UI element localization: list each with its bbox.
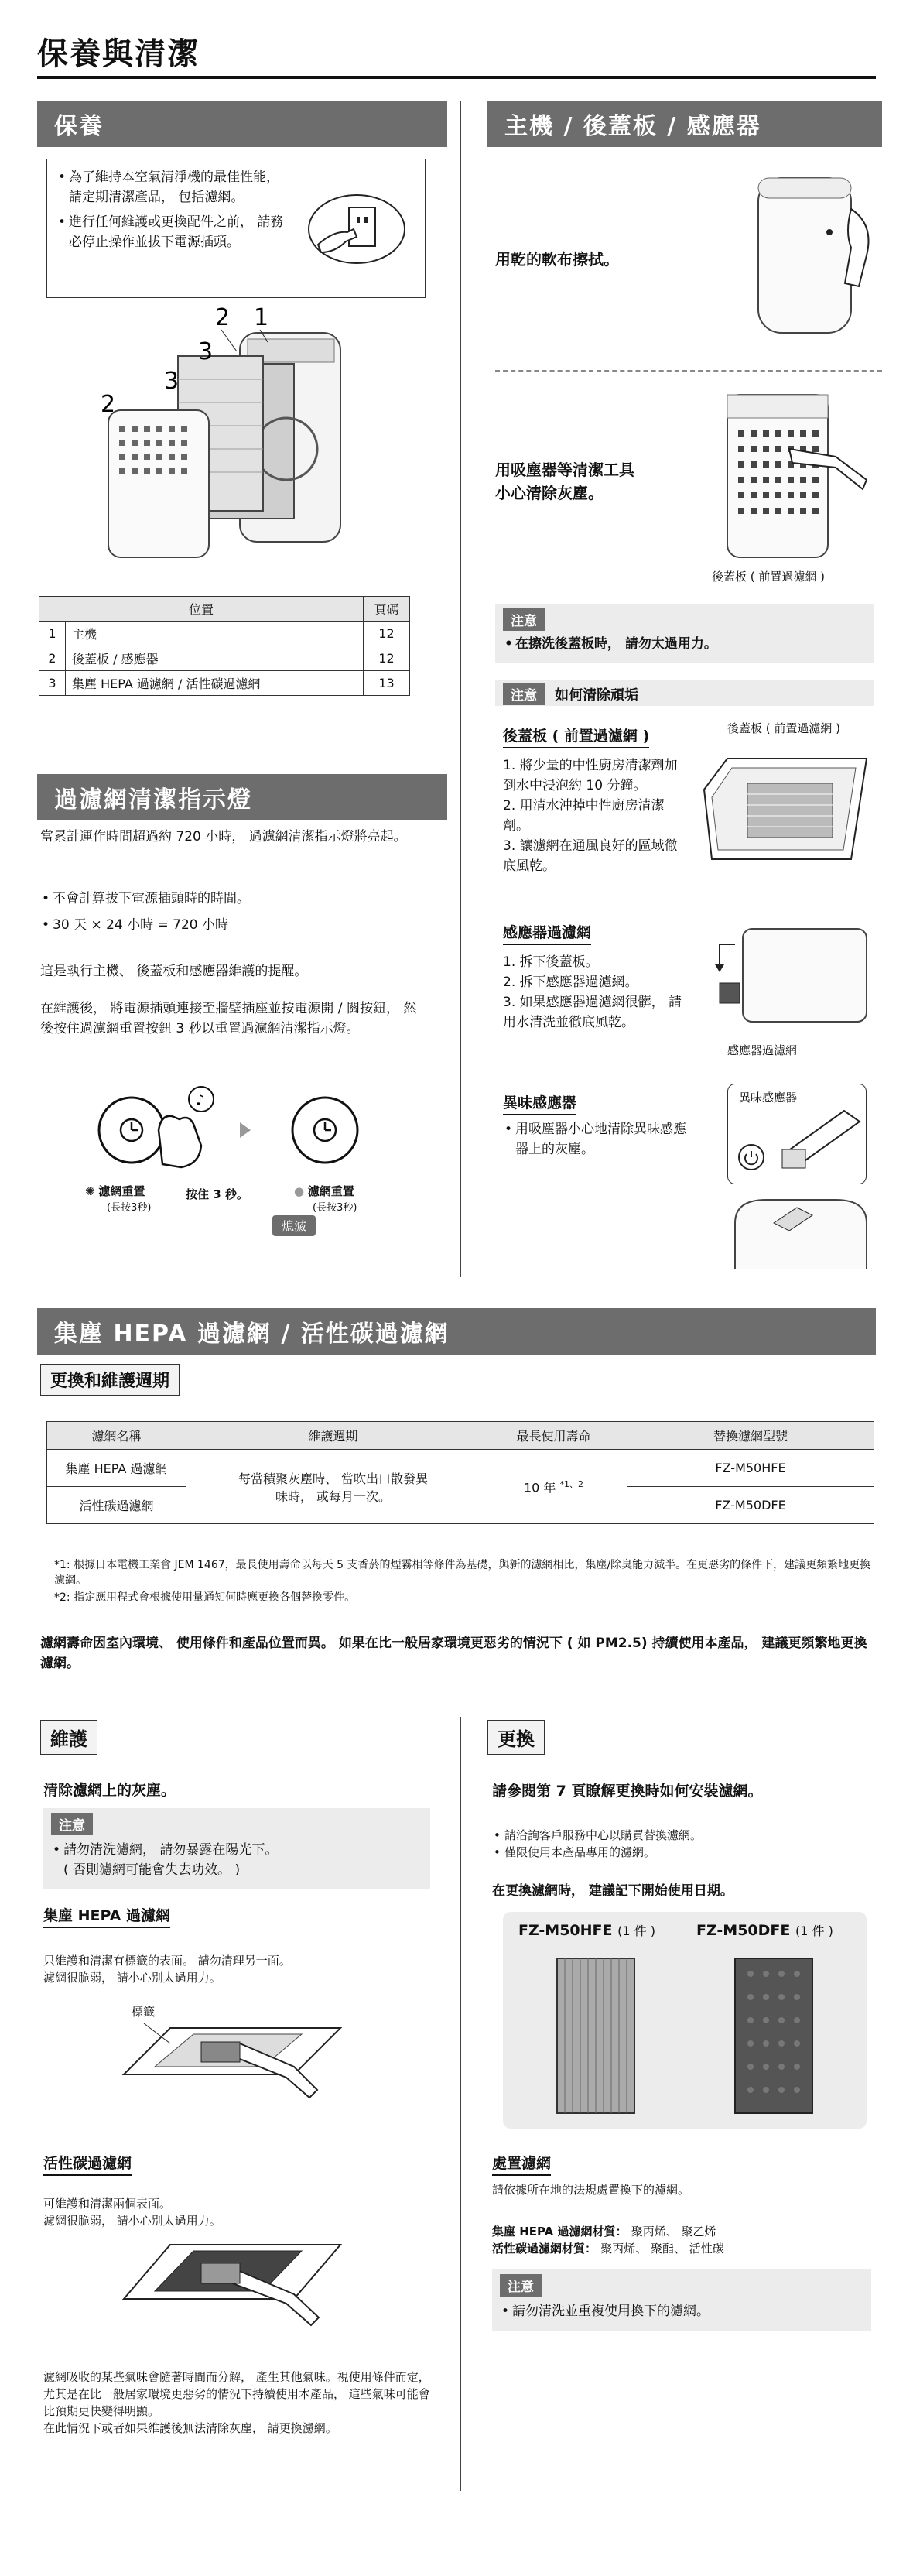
parts-page: 12 [364,646,410,671]
caution-tag: 注意 [503,608,545,631]
column-divider [460,1717,461,2491]
parts-name: 集塵 HEPA 過濾網 / 活性碳過濾網 [66,671,364,696]
caution-tag: 注意 [503,683,545,705]
table-row [39,671,410,696]
stubborn-header [495,680,874,706]
carbon-maintain-text [43,2195,430,2229]
odor-text-list [503,1119,689,1160]
off-badge: 熄滅 [272,1215,316,1236]
caution-tag: 注意 [51,1813,93,1835]
hepa-material-row [492,2223,879,2240]
filter-name: 活性碳過濾網 [47,1487,186,1524]
section-separator [495,370,882,372]
sensor-filter-illustration [712,921,874,1029]
rear-cover-step: 2. 用清水沖掉中性廚房清潔劑。 [503,798,665,834]
filter-cycle: 每當積聚灰塵時、 當吹出口散發異味時， 或每月一次。 [186,1450,480,1524]
replace-caution-panel [492,2269,871,2331]
filter-table-header: 維護週期 [186,1422,480,1450]
parts-no: 1 [39,622,66,646]
indicator-text-3: 在維護後， 將電源插頭連接至牆壁插座並按電源開 / 關按鈕， 然後按住過濾網重置按鈕 3 秒以重置過濾網清潔指示燈。 [40,1001,417,1036]
stubborn-title: 如何清除頑垢 [555,687,639,704]
unplug-icon [303,190,411,268]
cycle-heading: 更換和維護週期 [40,1364,180,1396]
parts-name: 後蓋板 / 感應器 [66,646,364,671]
carbon-filter-icon [727,1951,820,2121]
diagram-label-3: 3 [198,338,214,365]
rear-cover-step: 3. 讓濾網在通風良好的區域徹底風乾。 [503,838,678,874]
odor-note-line: 濾網吸收的某些氣味會隨著時間而分解， 產生其他氣味。視使用條件而定， 尤其是在比一般居家環境更惡劣的情況下持續使用本產品， 這些氣味可能會比預期更快變得明顯。 [43,2370,430,2418]
reset-label: 濾網重置 [307,1184,354,1198]
filter-table-header: 最長使用壽命 [480,1422,627,1450]
filter-table-header: 替換濾網型號 [627,1422,874,1450]
indicator-text-1: 當累計運作時間超過約 720 小時， 過濾網清潔指示燈將亮起。 [40,829,407,844]
odor-img-label: 異味感應器 [739,1091,798,1105]
filter-table-header: 濾網名稱 [47,1422,186,1450]
carbon-model-label [696,1921,833,1939]
page-title: 保養與清潔 [37,36,200,72]
carbon-maintain-heading: 活性碳過濾網 [43,2152,132,2176]
reset-hold-label: (長按3秒) [107,1202,152,1214]
maintain-heading: 維護 [40,1720,97,1755]
hepa-maintain-text [43,1952,430,1986]
carbon-material-label: 活性碳過濾網材質： [492,2242,597,2256]
filter-life [480,1450,627,1524]
odor-note [43,2369,438,2437]
sensor-filter-img-label: 感應器過濾網 [727,1043,798,1057]
sensor-vacuum-illustration [728,1103,867,1180]
vacuum-text [495,458,634,505]
odor-sensor-panel [727,1084,867,1184]
hepa-maintain-line: 濾網很脆弱， 請小心別太過用力。 [43,1971,221,1985]
carbon-maintain-line: 可維護和清潔兩個表面。 [43,2197,172,2211]
record-text: 在更換濾網時， 建議記下開始使用日期。 [492,1883,733,1899]
diagram-label-2: 2 [215,304,231,331]
parts-table-header: 位置 [39,597,364,622]
sensor-filter-step: 2. 拆下感應器過濾網。 [503,975,638,990]
hepa-clean-illustration [116,2012,348,2113]
filter-name: 集塵 HEPA 過濾網 [47,1450,186,1487]
parts-page: 13 [364,671,410,696]
table-row [39,622,410,646]
caution-text: • 在擦洗後蓋板時， 請勿太過用力。 [503,634,867,654]
carbon-material: 聚丙烯、 聚酯、 活性碳 [600,2242,724,2256]
sensor-filter-steps [503,952,689,1033]
rear-cover-img-label: 後蓋板 ( 前置過濾網 ) [727,721,841,735]
filter-warning: 濾網壽命因室內環境、 使用條件和產品位置而異。 如果在比一般居家環境更惡劣的情況下 ( 如 PM2.5) 持續使用本產品， 建議更頻繁地更換濾網。 [40,1636,867,1671]
vacuum-text-line: 小心清除灰塵。 [495,484,604,502]
hepa-banner: 集塵 HEPA 過濾網 / 活性碳過濾網 [37,1308,876,1355]
basin-illustration [696,743,874,875]
reset-label: 濾網重置 [98,1184,145,1198]
exploded-diagram [93,302,387,565]
vacuum-text-line: 用吸塵器等清潔工具 [495,461,634,479]
parts-no: 2 [39,646,66,671]
hepa-material-label: 集塵 HEPA 過濾網材質： [492,2225,627,2239]
parts-no: 3 [39,671,66,696]
reset-lit-indicator: ✺ 濾網重置 [85,1184,145,1198]
svg-text:♪: ♪ [196,1092,205,1108]
caution-tag: 注意 [500,2274,542,2297]
hepa-filter-icon [549,1951,642,2121]
indicator-text-2: 這是執行主機、 後蓋板和感應器維護的提醒。 [40,964,308,979]
hepa-material: 聚丙烯、 聚乙烯 [631,2225,716,2239]
caution-panel [495,604,874,663]
press-label: 按住 3 秒。 [186,1187,248,1201]
filter-model: FZ-M50HFE [627,1450,874,1487]
carbon-material-row [492,2240,879,2257]
replace-bullet: • 僅限使用本產品專用的濾網。 [492,1844,863,1861]
sensor-filter-step: 1. 拆下後蓋板。 [503,954,599,970]
odor-text: • 用吸塵器小心地清除異味感應器上的灰塵。 [503,1119,689,1160]
indicator-bullet: • 不會計算拔下電源插頭時的時間。 [40,889,427,909]
care-intro-box [46,159,426,298]
parts-page: 12 [364,622,410,646]
footnote-1: *1: 根據日本電機工業會 JEM 1467，最長使用壽命以每天 5 支香菸的煙霧相等條件為基礎，與新的濾網相比，集塵/除臭能力減半。在更惡劣的條件下，建議更頻繁地更換濾網。 [54,1559,871,1587]
replacement-filter-panel [503,1912,867,2129]
hepa-maintain-line: 只維護和清潔有標籤的表面。 請勿清理另一面。 [43,1954,291,1968]
maintain-caution-panel [43,1808,430,1889]
caution-text: ( 否則濾網可能會失去功效。 ) [63,1862,241,1878]
filter-model: FZ-M50DFE [627,1487,874,1524]
filter-table [46,1421,874,1524]
odor-heading: 異味感應器 [503,1091,576,1115]
label-tag-text: 標籤 [132,2005,156,2019]
care-banner: 保養 [37,101,447,147]
sensor-filter-heading: 感應器過濾網 [503,921,591,945]
wipe-illustration [743,163,882,348]
parts-name: 主機 [66,622,364,646]
arrow-icon [240,1122,251,1138]
carbon-clean-illustration [116,2229,348,2338]
rear-cover-heading: 後蓋板 ( 前置過濾網 ) [503,724,649,748]
care-intro-bullet: • 進行任何維護或更換配件之前， 請務必停止操作並拔下電源插頭。 [56,212,289,252]
dispose-heading: 處置濾網 [492,2152,551,2176]
caution-text: • 請勿清洗濾網， 請勿暴露在陽光下。 [51,1840,422,1860]
unit-top-illustration [720,1192,874,1277]
filter-life-value: 10 年 [523,1480,556,1495]
caution-text: • 請勿清洗並重複使用換下的濾網。 [500,2301,863,2321]
indicator-banner: 過濾網清潔指示燈 [37,774,447,820]
rear-cover-shape [108,410,209,557]
reset-illustration [85,1084,426,1177]
table-row [47,1450,874,1487]
hepa-model-label [518,1921,655,1939]
dispose-text: 請依據所在地的法規處置換下的濾網。 [492,2183,690,2197]
parts-table-header: 頁碼 [364,597,410,622]
diagram-label-2: 2 [101,391,116,418]
title-rule [37,76,876,79]
hepa-qty: (1 件 ) [617,1923,655,1938]
diagram-label-1: 1 [254,304,269,331]
rear-cover-steps [503,755,681,876]
replace-heading: 更換 [487,1720,545,1755]
hepa-maintain-heading: 集塵 HEPA 過濾網 [43,1904,170,1928]
vacuum-illustration [720,387,874,565]
sensor-filter-step: 3. 如果感應器過濾網很髒， 請用水清洗並徹底風乾。 [503,995,682,1030]
indicator-bullets [40,889,427,935]
carbon-maintain-line: 濾網很脆弱， 請小心別太過用力。 [43,2214,221,2228]
main-unit-banner: 主機 / 後蓋板 / 感應器 [487,101,882,147]
filter-life-note: *1、2 [559,1478,584,1489]
diagram-label-3: 3 [164,368,180,395]
carbon-model: FZ-M50DFE [696,1922,791,1939]
reset-hold-label: (長按3秒) [313,1202,357,1214]
clean-title: 清除濾網上的灰塵。 [43,1782,176,1799]
parts-table [39,596,410,696]
column-divider [460,101,461,1277]
reset-off-indicator: ● 濾網重置 [294,1184,354,1198]
material-list [492,2223,879,2257]
replace-ref: 請參閱第 7 頁瞭解更換時如何安裝濾網。 [492,1783,763,1800]
indicator-bullet: • 30 天 × 24 小時 = 720 小時 [40,915,427,935]
rear-cover-step: 1. 將少量的中性廚房清潔劑加到水中浸泡約 10 分鐘。 [503,758,678,793]
replace-bullets [492,1827,863,1861]
care-intro-bullet: • 為了維持本空氣清淨機的最佳性能， 請定期清潔產品， 包括濾網。 [56,167,289,207]
replace-bullet: • 請洽詢客戶服務中心以購買替換濾網。 [492,1827,863,1844]
hepa-model: FZ-M50HFE [518,1922,613,1939]
wipe-text: 用乾的軟布擦拭。 [495,250,619,269]
odor-note-line: 在此情況下或者如果維護後無法清除灰塵， 請更換濾網。 [43,2421,337,2435]
table-row [39,646,410,671]
carbon-qty: (1 件 ) [795,1923,833,1938]
rear-cover-caption: 後蓋板 ( 前置過濾網 ) [712,570,826,584]
footnote-2: *2: 指定應用程式會根據使用量通知何時應更換各個替換零件。 [54,1591,356,1604]
